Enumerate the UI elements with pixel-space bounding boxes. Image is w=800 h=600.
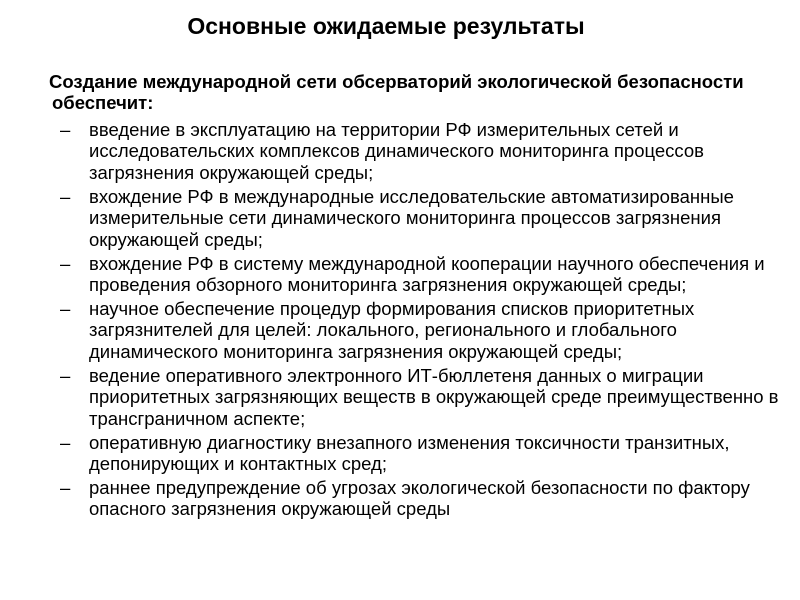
bullet-dash: – <box>60 431 71 453</box>
bullet-dash: – <box>60 119 71 140</box>
bullet-item <box>60 186 782 250</box>
bullet-item <box>60 298 782 362</box>
bullet-item <box>60 432 782 475</box>
bullet-dash: – <box>60 477 71 499</box>
bullet-text: вхождение РФ в систему международной кооперации научного обеспечения и проведения обзорного мониторинга загрязнения окружающей среды; <box>89 252 765 296</box>
bullet-text: ведение оперативного электронного ИТ-бюллетеня данных о миграции приоритетных загрязняющих веществ в окружающей среде преимущественно в трансграничном аспекте; <box>89 364 779 429</box>
bullet-text: введение в эксплуатацию на территории РФ измерительных сетей и исследовательских комплексов динамического мониторинга процессов загрязнения окружающей среды; <box>89 119 705 183</box>
bullet-item <box>60 253 782 296</box>
bullet-item <box>60 477 782 520</box>
bullet-item <box>60 365 782 429</box>
bullet-dash: – <box>60 252 71 274</box>
bullet-text: вхождение РФ в международные исследовательские автоматизированные измерительные сети динамического мониторинга процессов загрязнения окружающей среды; <box>89 185 734 250</box>
slide-title: Основные ожидаемые результаты <box>187 13 585 39</box>
bullet-list <box>60 119 782 522</box>
bullet-dash: – <box>60 185 71 207</box>
bullet-text: научное обеспечение процедур формирования списков приоритетных загрязнителей для целей: локального, регионального и глобального динамического мониторинга загрязнения окружающей среды; <box>89 298 695 362</box>
bullet-dash: – <box>60 298 71 320</box>
bullet-item <box>60 119 782 183</box>
bullet-text: раннее предупреждение об угрозах экологической безопасности по фактору опасного загрязнения окружающей среды <box>89 477 750 520</box>
bullet-dash: – <box>60 364 71 386</box>
lead-paragraph: Создание международной сети обсерваторий экологической безопасности обеспечит: <box>49 71 744 113</box>
bullet-text: оперативную диагностику внезапного изменения токсичности транзитных, депонирующих и контактных сред; <box>89 431 730 475</box>
